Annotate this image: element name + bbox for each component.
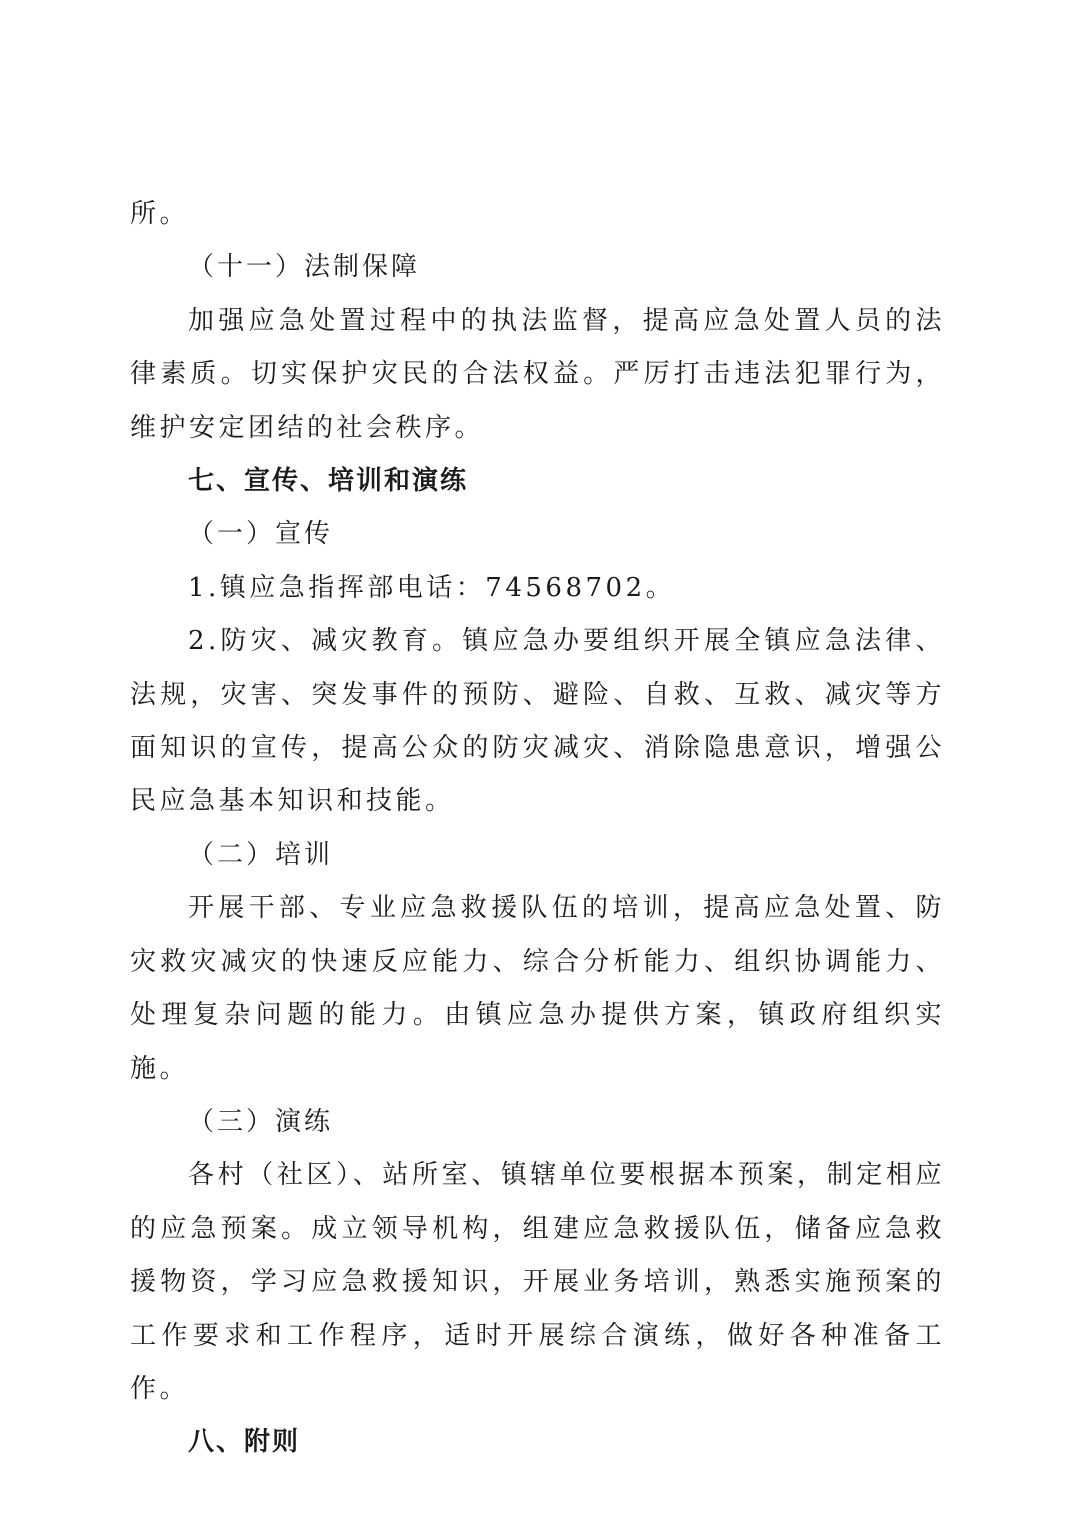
paragraph-continuation: 所。 bbox=[130, 199, 190, 229]
section-heading-training: （二）培训 bbox=[188, 839, 334, 870]
document-page bbox=[130, 188, 945, 1470]
chapter-heading-supplementary: 八、附则 bbox=[188, 1427, 301, 1458]
paragraph-legal-guarantee: 加强应急处置过程中的执法监督，提高应急处置人员的法律素质。切实保护灾民的合法权益。严厉打击违法犯罪行为，维护安定团结的社会秩序。 bbox=[130, 305, 945, 443]
paragraph-training: 开展干部、专业应急救援队伍的培训，提高应急处置、防灾救灾减灾的快速反应能力、综合分析能力、组织协调能力、处理复杂问题的能力。由镇应急办提供方案，镇政府组织实施。 bbox=[130, 893, 945, 1084]
paragraph-drills: 各村（社区）、站所室、镇辖单位要根据本预案，制定相应的应急预案。成立领导机构，组建应急救援队伍，储备应急救援物资，学习应急救援知识，开展业务培训，熟悉实施预案的工作要求和工作程序，适时开展综合演练，做好各种准备工作。 bbox=[130, 1160, 945, 1404]
section-heading-publicity: （一）宣传 bbox=[188, 519, 334, 550]
section-heading-drills: （三）演练 bbox=[188, 1106, 334, 1137]
chapter-heading-publicity-training-drills: 七、宣传、培训和演练 bbox=[188, 466, 469, 497]
paragraph-hotline: 1.镇应急指挥部电话：74568702。 bbox=[188, 572, 676, 603]
section-heading-legal-guarantee: （十一）法制保障 bbox=[188, 252, 421, 283]
paragraph-disaster-education: 2.防灾、减灾教育。镇应急办要组织开展全镇应急法律、法规，灾害、突发事件的预防、避险、自救、互救、减灾等方面知识的宣传，提高公众的防灾减灾、消除隐患意识，增强公民应急基本知识和技能。 bbox=[130, 626, 945, 817]
